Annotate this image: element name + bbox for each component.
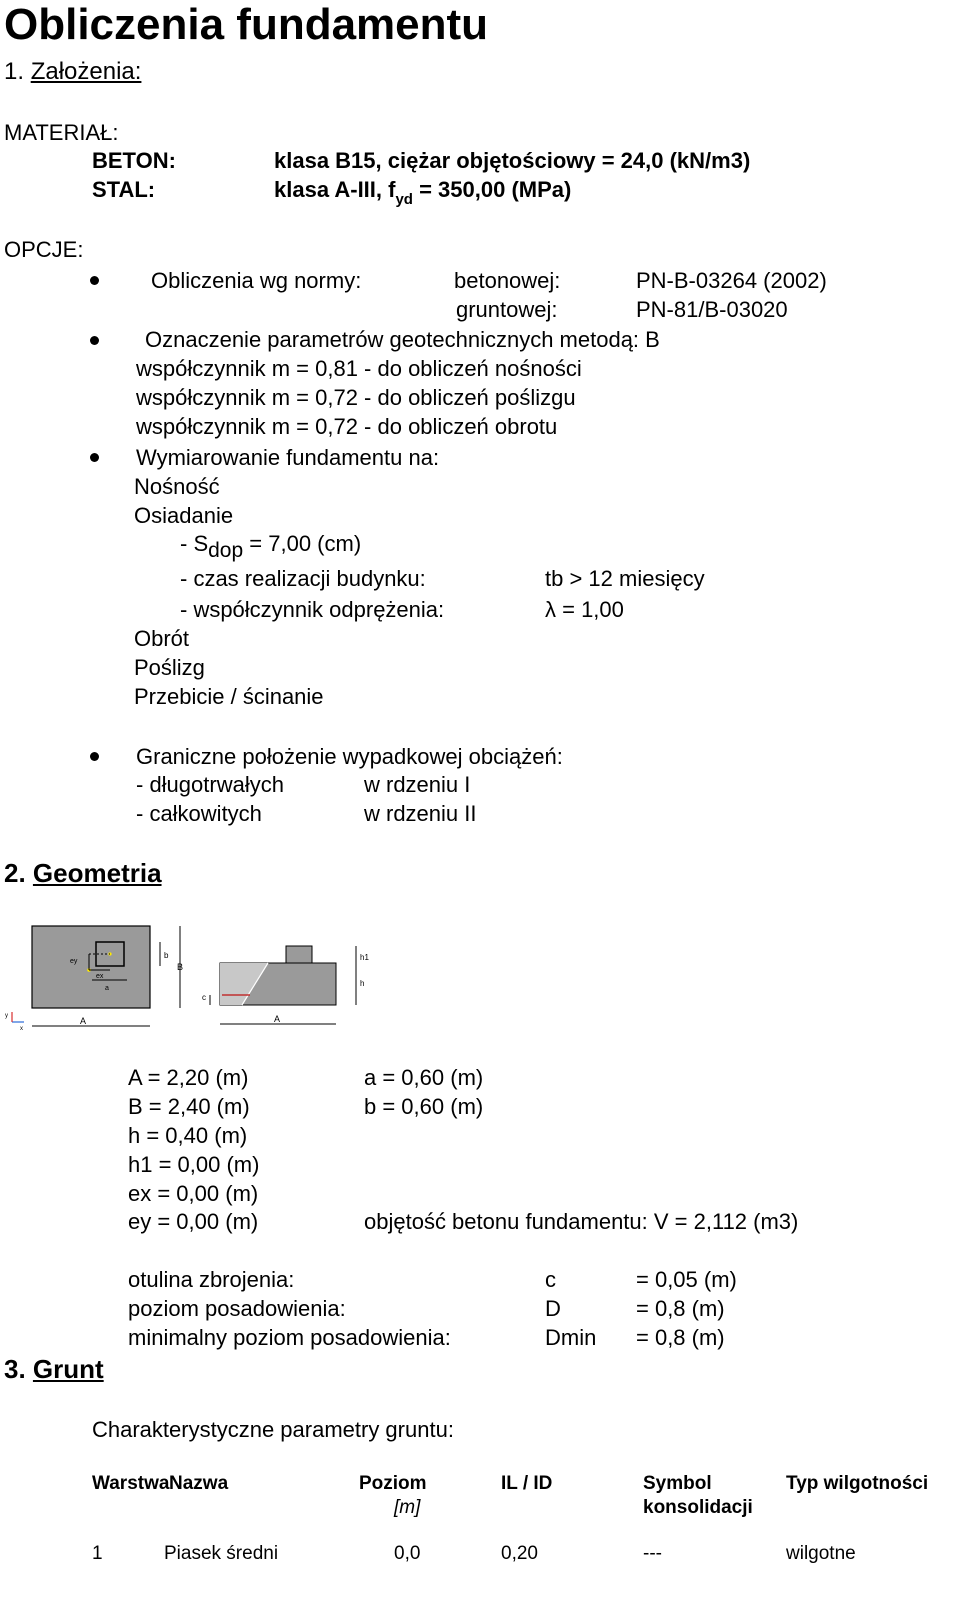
geom-volume: objętość betonu fundamentu: V = 2,112 (m3) [364,1209,799,1234]
section-1-title: Założenia: [30,58,142,85]
norm-betonowej-value: PN-B-03264 (2002) [636,268,827,293]
nosnosc: Nośność [134,474,220,499]
otulina-symbol: c [545,1267,556,1292]
calk-value: w rdzeniu II [364,801,477,826]
geom-h: h = 0,40 (m) [128,1123,248,1148]
section-1-number: 1. [4,58,25,85]
dlugo-value: w rdzeniu I [364,772,471,797]
coef-line-3: współczynnik m = 0,72 - do obliczeń obrotu [136,414,558,439]
obrot: Obrót [134,626,190,651]
graniczne-line: Graniczne położenie wypadkowej obciążeń: [136,744,563,769]
czas-label: - czas realizacji budynku: [180,566,426,591]
wsp-value: λ = 1,00 [545,597,624,622]
axis-y-label: y [5,1013,8,1019]
minpoziom-value: = 0,8 (m) [636,1325,725,1350]
section-1-heading [4,58,141,86]
bullet-icon [90,453,99,462]
a-dim-label: a [105,985,109,992]
h1-dim-label: h1 [360,953,369,962]
beton-label: BETON: [92,148,176,173]
axis-x-label: x [20,1026,23,1032]
h-dim-label: h [360,979,365,988]
poslizg: Poślizg [134,655,205,680]
B-dim-label: B [177,962,184,972]
A-dim-label: A [80,1016,87,1026]
table-cell-symbol: --- [643,1543,662,1564]
norm-label: Obliczenia wg normy: [151,268,362,293]
geom-b: b = 0,60 (m) [364,1094,484,1119]
minpoziom-label: minimalny poziom posadowienia: [128,1325,451,1350]
table-header-symbol-sub: konsolidacji [643,1497,753,1518]
geom-a: a = 0,60 (m) [364,1065,484,1090]
czas-value: tb > 12 miesięcy [545,566,705,591]
otulina-label: otulina zbrojenia: [128,1267,295,1292]
norm-betonowej-label: betonowej: [454,268,561,293]
wsp-label: - współczynnik odprężenia: [180,597,445,622]
plan-view-slab [32,926,150,1008]
section-2-heading: 2. Geometria [4,858,162,888]
stal-value: klasa A-III, $f_{yd} = 350,00$ (MPa) [274,177,572,208]
b-dim-label: b [164,951,169,960]
ex-dim-label: ex [96,973,104,980]
poziom-label: poziom posadowienia: [128,1296,346,1321]
otulina-value: = 0,05 (m) [636,1267,737,1292]
geom-B: B = 2,40 (m) [128,1094,250,1119]
table-cell-typ-wilgotnosci: wilgotne [786,1543,856,1564]
wymiar-line: Wymiarowanie fundamentu na: [136,445,440,470]
poziom-symbol: D [545,1296,561,1321]
table-header-symbol: Symbol [643,1473,712,1494]
geom-h1: h1 = 0,00 (m) [128,1152,260,1177]
section-view-column [286,946,312,963]
table-header-typ-wilgotnosci: Typ wilgotności [786,1473,929,1494]
page-title: Obliczenia fundamentu [4,0,489,49]
grunt-subtitle: Charakterystyczne parametry gruntu: [92,1417,454,1442]
minpoziom-symbol: Dmin [545,1325,597,1350]
table-cell-nazwa: Piasek średni [164,1543,279,1564]
coef-line-2: współczynnik m = 0,72 - do obliczeń poślizgu [136,385,576,410]
osiadanie: Osiadanie [134,503,234,528]
A2-dim-label: A [274,1014,281,1024]
poziom-value: = 0,8 (m) [636,1296,725,1321]
calk-label: - całkowitych [136,801,262,826]
table-header-poziom: Poziom [359,1473,427,1494]
bullet-icon [90,752,99,761]
ey-dim-label: ey [70,958,78,965]
table-header-il-id: IL / ID [501,1473,553,1494]
dlugo-label: - długotrwałych [136,772,284,797]
section-3-heading: 3. Grunt [4,1354,104,1384]
table-cell-poziom: 0,0 [394,1543,421,1564]
table-header-warstwa: Warstwa [92,1473,170,1494]
bullet-icon [90,336,99,345]
geotech-line: Oznaczenie parametrów geotechnicznych metodą: B [145,327,660,352]
material-label: MATERIAŁ: [4,120,119,145]
table-cell-il-id: 0,20 [501,1543,538,1564]
table-header-poziom-unit: [m] [394,1497,421,1518]
c-dim-label: c [202,993,206,1002]
table-header-nazwa: Nazwa [169,1473,229,1494]
coef-line-1: współczynnik m = 0,81 - do obliczeń nośności [136,356,582,381]
norm-gruntowej-value: PN-81/B-03020 [636,297,788,322]
opcje-label: OPCJE: [4,237,84,262]
przebicie: Przebicie / ścinanie [134,684,324,709]
table-cell-warstwa: 1 [92,1543,103,1564]
foundation-geometry-figure [0,920,380,1040]
sdop-line: - Sdop = 7,00 (cm) [180,531,362,562]
stal-label: STAL: [92,177,156,202]
geom-A: A = 2,20 (m) [128,1065,249,1090]
geom-ey: ey = 0,00 (m) [128,1209,259,1234]
bullet-icon [90,276,99,285]
geom-ex: ex = 0,00 (m) [128,1181,259,1206]
beton-value: klasa B15, ciężar objętościowy = 24,0 (kN/m3) [274,148,751,173]
norm-gruntowej-label: gruntowej: [456,297,558,322]
